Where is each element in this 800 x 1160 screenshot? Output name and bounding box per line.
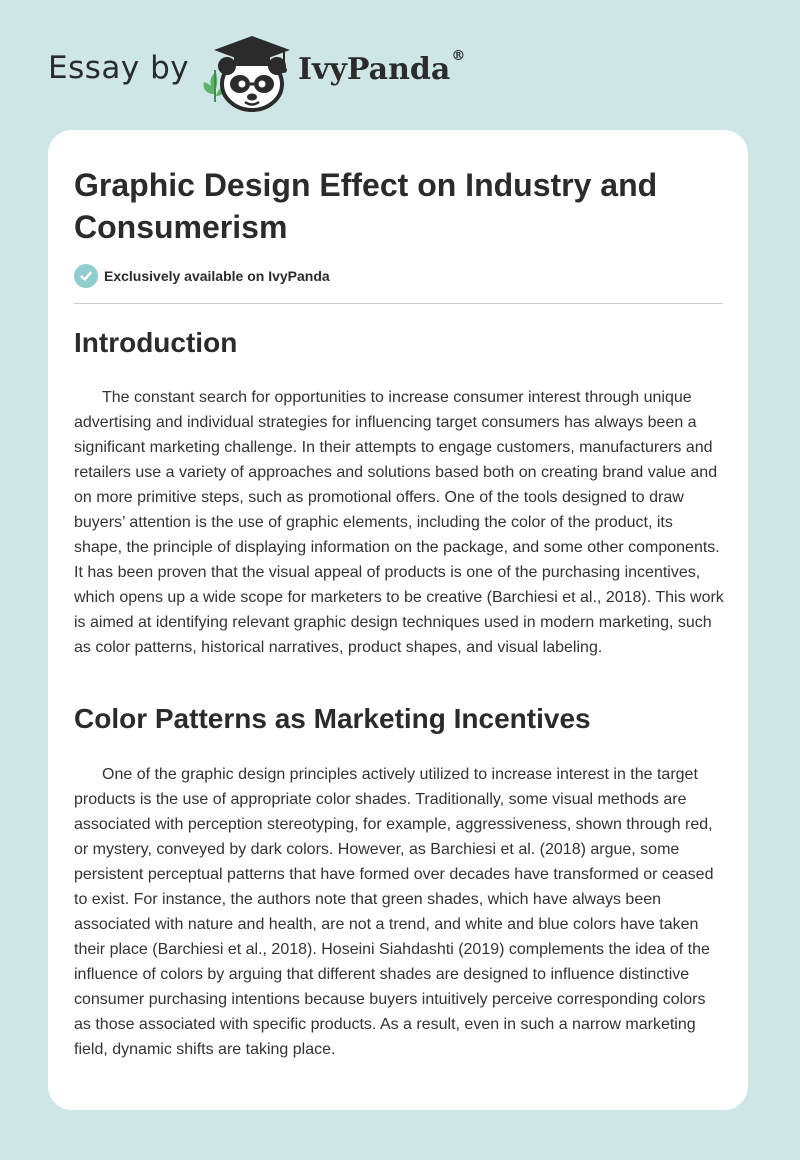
- title-divider: [74, 303, 723, 304]
- essay-title: Graphic Design Effect on Industry and Consumerism: [74, 167, 658, 245]
- site-header: [0, 0, 800, 130]
- section-heading-introduction: Introduction: [74, 327, 238, 358]
- brand-name[interactable]: IvyPanda®: [298, 48, 466, 87]
- brand-prefix: Essay by: [48, 50, 190, 86]
- check-circle-icon: [74, 264, 98, 288]
- section-heading-color-patterns: Color Patterns as Marketing Incentives: [74, 703, 591, 734]
- section-paragraph-introduction: The constant search for opportunities to increase consumer interest through unique advertising and individual strategies for influencing target consumers has always been a significant marketing challenge. In their attempts to engage customers, manufacturers and retailers use a variety of approaches and solutions based both on creating brand value and on more primitive steps, such as promotional offers. One of the tools designed to draw buyers’ attention is the use of graphic elements, including the color of the product, its shape, the principle of displaying information on the package, and some other components. It has been proven that the visual appeal of products is one of the purchasing incentives, which opens up a wide scope for marketers to be creative (Barchiesi et al., 2018). This work is aimed at identifying relevant graphic design techniques used in modern marketing, such as color patterns, historical narratives, product shapes, and visual labeling.: [74, 389, 724, 656]
- exclusive-badge: [74, 264, 330, 288]
- section-paragraph-color-patterns: One of the graphic design principles actively utilized to increase interest in the target products is the use of appropriate color shades. Traditionally, some visual methods are associated with perception stereotyping, for example, aggressiveness, shown through red, or mystery, conveyed by dark colors. However, as Barchiesi et al. (2018) argue, some persistent perceptual patterns that have formed over decades have transformed or ceased to exist. For instance, the authors note that green shades, which have always been associated with nature and health, are not a trend, and white and blue colors have taken their place (Barchiesi et al., 2018). Hoseini Siahdashti (2019) complements the idea of the influence of colors by arguing that different shades are designed to influence distinctive consumer purchasing intentions because buyers intuitively perceive corresponding colors as those associated with specific products. As a result, even in such a narrow marketing field, dynamic shifts are taking place.: [74, 766, 714, 1058]
- essay-card: [48, 130, 748, 1110]
- trademark-symbol: ®: [451, 48, 466, 64]
- panda-graduate-icon[interactable]: [200, 30, 292, 112]
- badge-text: Exclusively available on IvyPanda: [104, 268, 330, 284]
